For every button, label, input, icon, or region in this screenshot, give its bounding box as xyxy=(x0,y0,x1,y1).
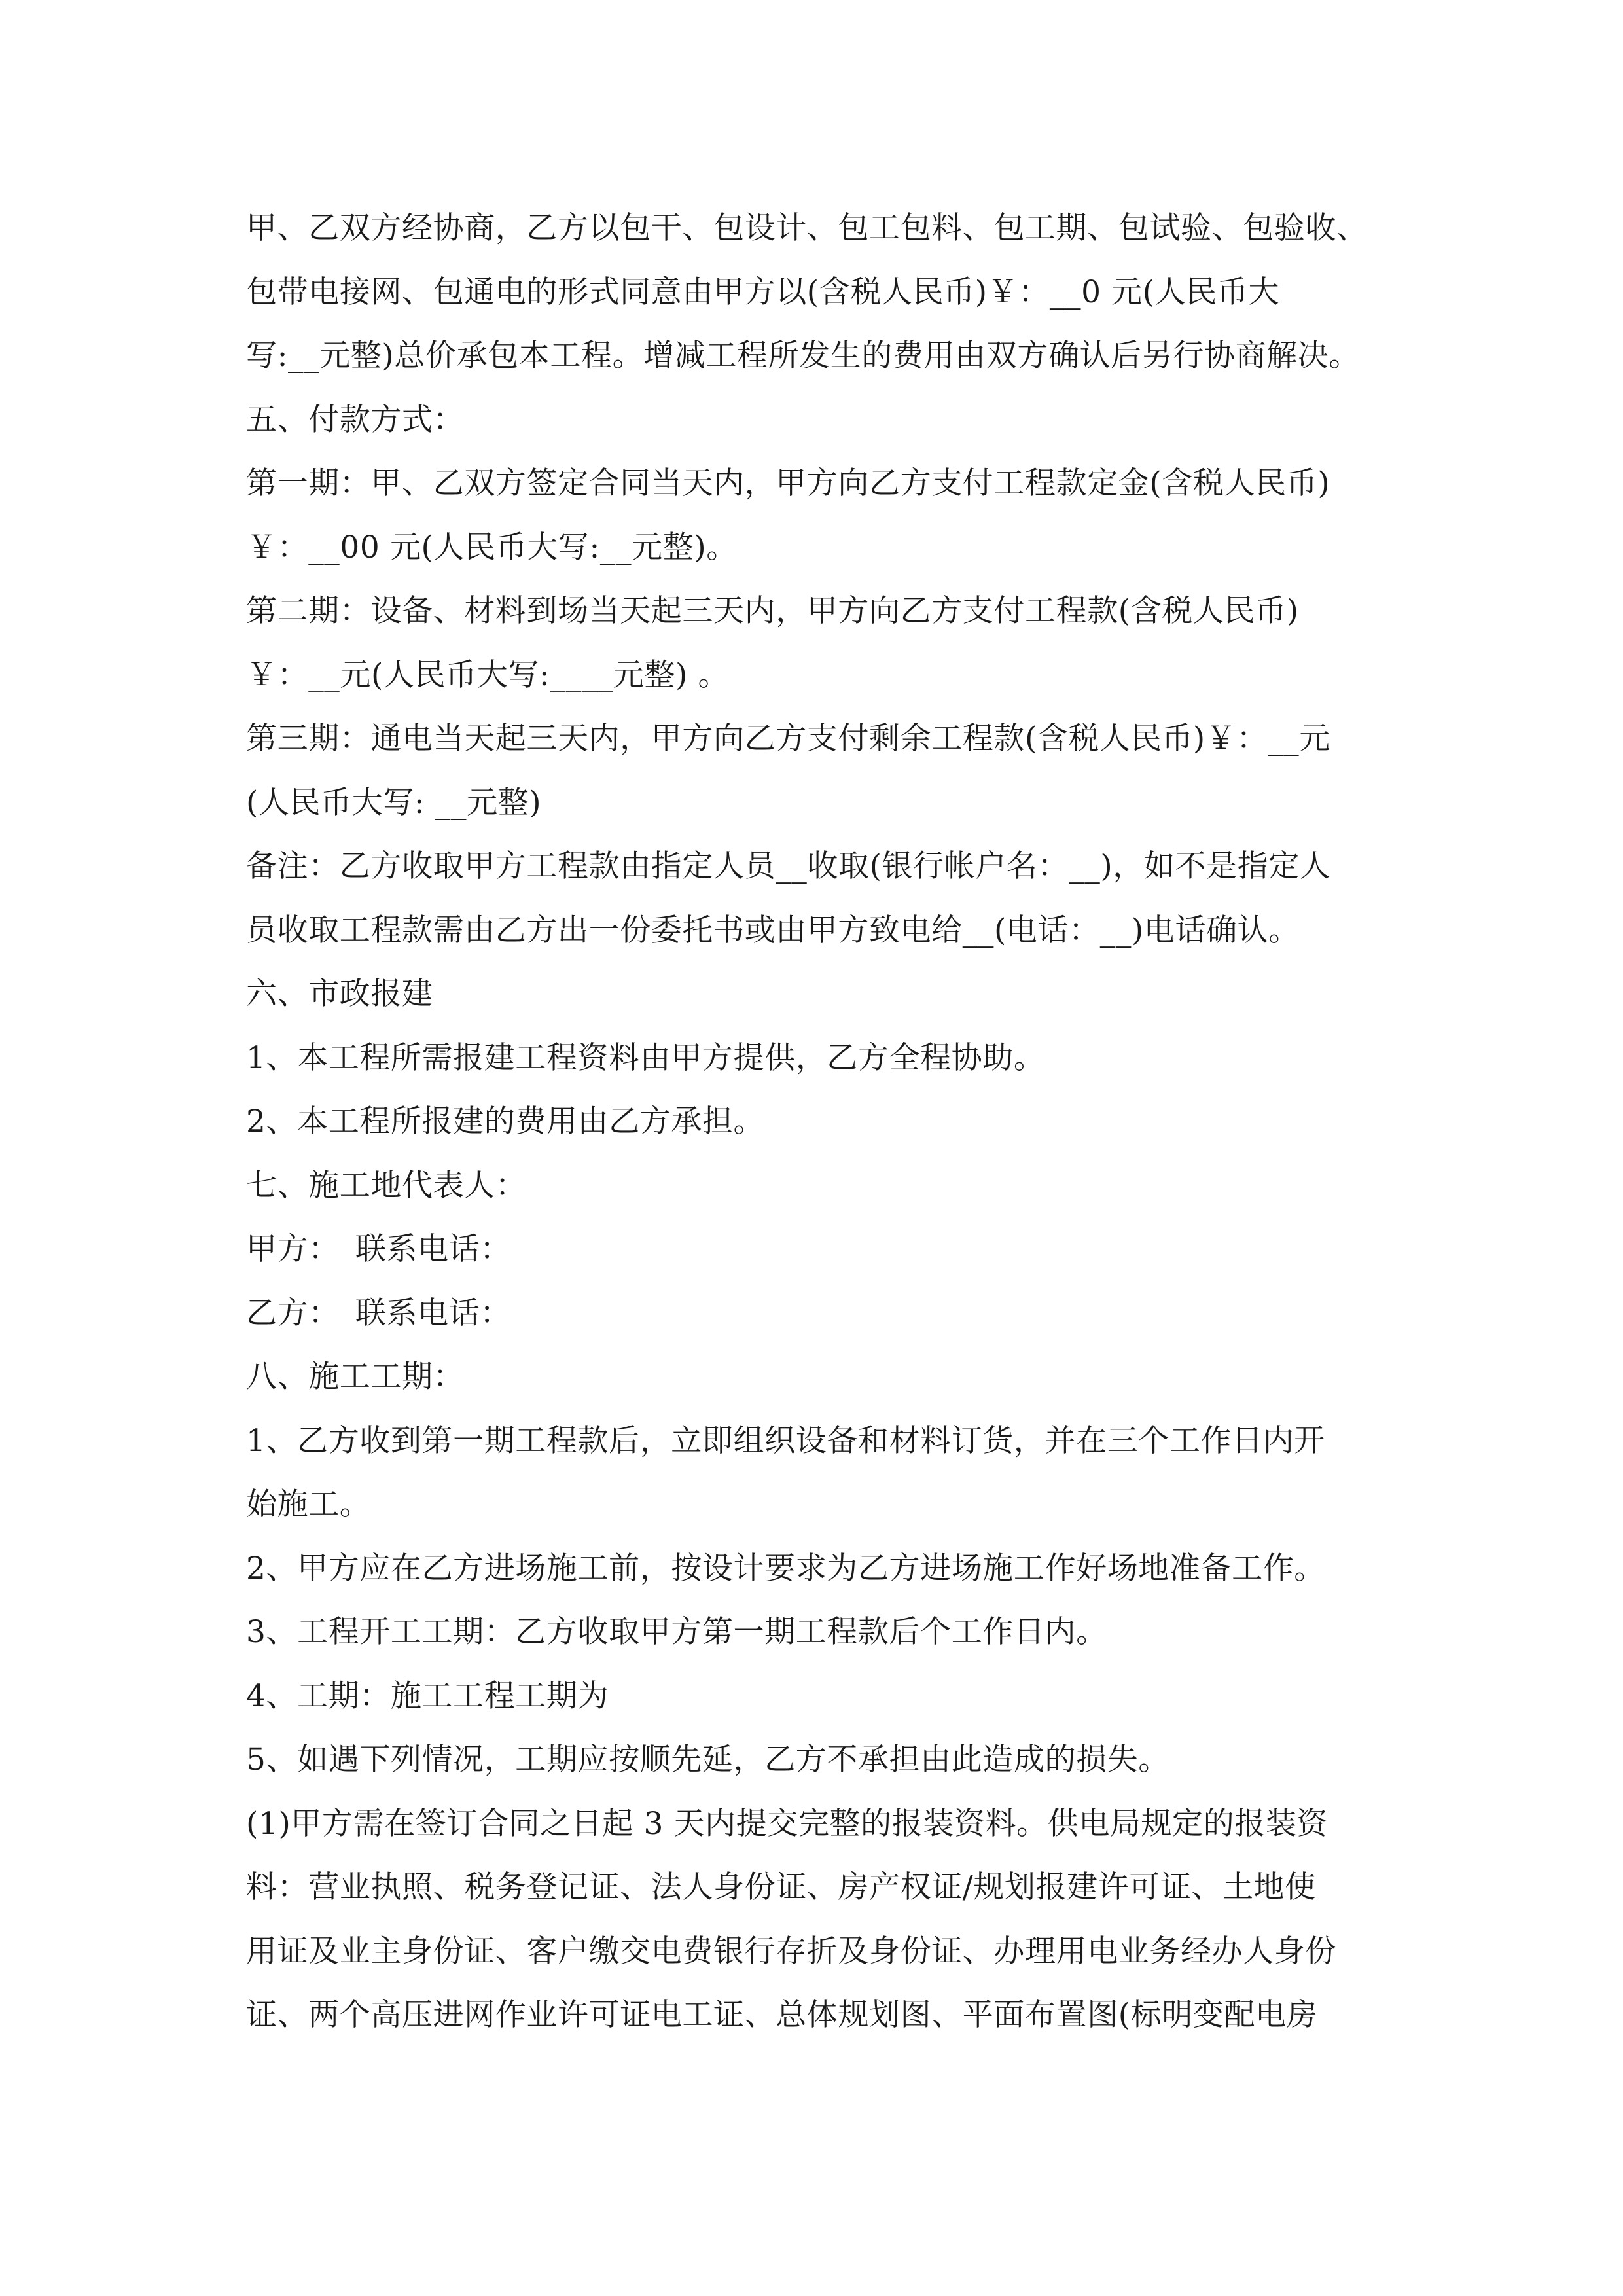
text-line: 2、甲方应在乙方进场施工前，按设计要求为乙方进场施工作好场地准备工作。 xyxy=(246,1550,1325,1587)
section-heading-permits: 六、市政报建 xyxy=(246,976,433,1012)
text-line: 第一期：甲、乙双方签定合同当天内，甲方向乙方支付工程款定金(含税人民币) xyxy=(246,465,1330,501)
section-heading-payment: 五、付款方式： xyxy=(246,401,465,438)
text-line: (1)甲方需在签订合同之日起 3 天内提交完整的报装资料。供电局规定的报装资 xyxy=(246,1805,1329,1842)
text-line: 备注：乙方收取甲方工程款由指定人员__收取(银行帐户名：__)，如不是指定人 xyxy=(246,848,1331,884)
text-line: 甲、乙双方经协商，乙方以包干、包设计、包工包料、包工期、包试验、包验收、 xyxy=(246,210,1368,246)
text-line: 5、如遇下列情况，工期应按顺先延，乙方不承担由此造成的损失。 xyxy=(246,1742,1169,1778)
section-heading-schedule: 八、施工工期： xyxy=(246,1359,465,1395)
text-line: 1、乙方收到第一期工程款后，立即组织设备和材料订货，并在三个工作日内开 xyxy=(246,1422,1325,1459)
text-line: 员收取工程款需由乙方出一份委托书或由甲方致电给__(电话：__)电话确认。 xyxy=(246,912,1300,948)
text-line: 第三期：通电当天起三天内，甲方向乙方支付剩余工程款(含税人民币)￥：__元 xyxy=(246,721,1330,757)
text-line: 始施工。 xyxy=(246,1486,371,1522)
text-line: 乙方： 联系电话： xyxy=(246,1295,511,1331)
text-line: 写:__元整)总价承包本工程。增减工程所发生的费用由双方确认后另行协商解决。 xyxy=(246,338,1360,374)
text-line: 第二期：设备、材料到场当天起三天内，甲方向乙方支付工程款(含税人民币) xyxy=(246,593,1299,629)
text-line: 2、本工程所报建的费用由乙方承担。 xyxy=(246,1103,765,1139)
text-line: 1、本工程所需报建工程资料由甲方提供，乙方全程协助。 xyxy=(246,1039,1045,1076)
text-line: 用证及业主身份证、客户缴交电费银行存折及身份证、办理用电业务经办人身份 xyxy=(246,1933,1336,1969)
contract-text-body xyxy=(246,196,1424,2047)
text-line: 3、工程开工工期：乙方收取甲方第一期工程款后个工作日内。 xyxy=(246,1614,1107,1650)
text-line: 包带电接网、包通电的形式同意由甲方以(含税人民币)￥：__0 元(人民币大 xyxy=(246,274,1280,310)
text-line: ￥：__元(人民币大写:____元整) 。 xyxy=(246,656,730,693)
text-line: (人民币大写: __元整) xyxy=(246,784,542,821)
text-line: ￥：__00 元(人民币大写:__元整)。 xyxy=(246,529,738,565)
text-line: 甲方： 联系电话： xyxy=(246,1231,511,1267)
text-line: 4、工期：施工工程工期为 xyxy=(246,1677,609,1714)
text-line: 证、两个高压进网作业许可证电工证、总体规划图、平面布置图(标明变配电房 xyxy=(246,1997,1318,2033)
text-line: 料：营业执照、税务登记证、法人身份证、房产权证/规划报建许可证、土地使 xyxy=(246,1869,1316,1905)
section-heading-site-representatives: 七、施工地代表人： xyxy=(246,1167,527,1204)
